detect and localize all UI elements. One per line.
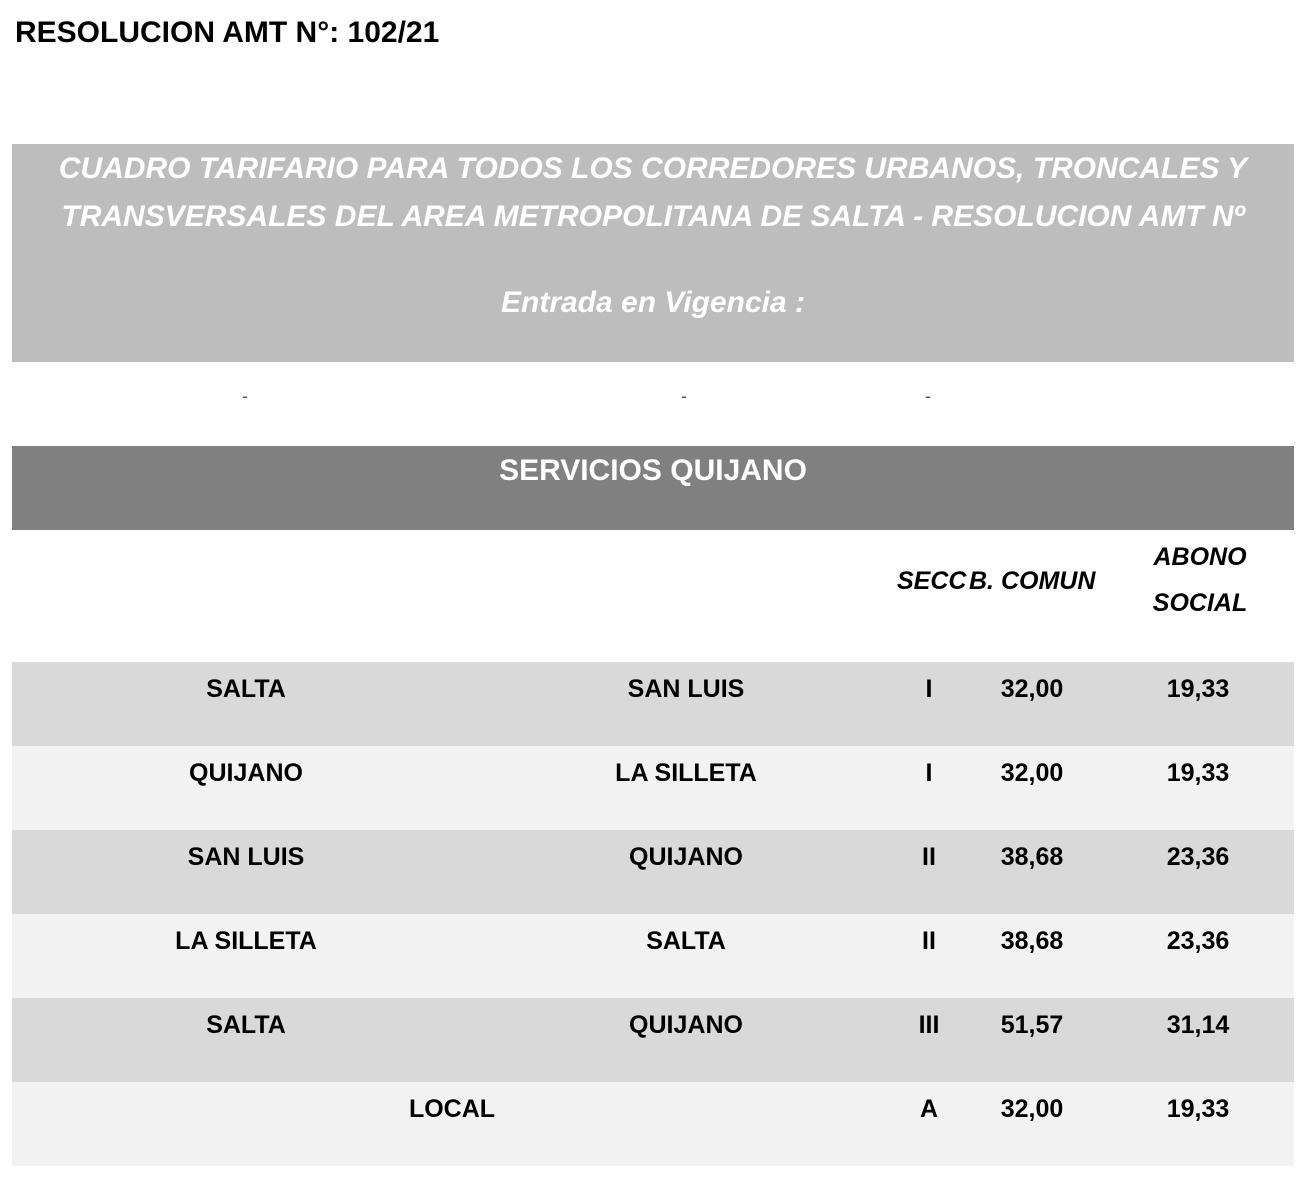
destination-cell: SALTA — [646, 927, 726, 955]
fare-table — [12, 662, 1294, 1166]
origin-cell: LA SILLETA — [175, 927, 317, 955]
table-row — [12, 830, 1294, 914]
column-header-comun: B. COMUN — [969, 567, 1096, 595]
banner-title-line-2: TRANSVERSALES DEL AREA METROPOLITANA DE SALTA - RESOLUCION AMT Nº — [61, 200, 1245, 233]
destination-cell: QUIJANO — [629, 843, 743, 871]
page-title: RESOLUCION AMT N°: 102/21 — [15, 16, 440, 49]
origin-cell: SAN LUIS — [187, 843, 305, 871]
abono-fare-cell: 23,36 — [1166, 843, 1230, 871]
table-row — [12, 914, 1294, 998]
section-cell: II — [922, 927, 936, 955]
separator-dash: - — [242, 386, 248, 406]
comun-fare-cell: 38,68 — [1000, 843, 1064, 871]
column-header-secc: SECC — [897, 567, 967, 595]
abono-fare-cell: 23,36 — [1166, 927, 1230, 955]
section-header: SERVICIOS QUIJANO — [12, 446, 1294, 530]
destination-cell: QUIJANO — [629, 1011, 743, 1039]
abono-fare-cell: 19,33 — [1166, 1095, 1230, 1123]
section-cell: I — [925, 759, 933, 787]
section-cell: A — [919, 1095, 939, 1123]
comun-fare-cell: 32,00 — [1000, 675, 1064, 703]
table-row — [12, 998, 1294, 1082]
column-header-abono-line2: SOCIAL — [1152, 589, 1248, 617]
table-row — [12, 662, 1294, 746]
abono-fare-cell: 19,33 — [1166, 759, 1230, 787]
origin-cell: QUIJANO — [189, 759, 303, 787]
column-header-abono-line1: ABONO — [1153, 543, 1247, 571]
effective-date-label: Entrada en Vigencia : — [501, 286, 805, 319]
comun-fare-cell: 32,00 — [1000, 759, 1064, 787]
table-row-local — [12, 1082, 1294, 1166]
tariff-banner — [12, 144, 1294, 362]
comun-fare-cell: 51,57 — [1000, 1011, 1064, 1039]
destination-cell: SAN LUIS — [627, 675, 745, 703]
separator-dash: - — [925, 386, 931, 406]
destination-cell: LA SILLETA — [615, 759, 757, 787]
section-cell: I — [925, 675, 933, 703]
separator-dash: - — [681, 386, 687, 406]
abono-fare-cell: 19,33 — [1166, 675, 1230, 703]
section-cell: II — [922, 843, 936, 871]
table-row — [12, 746, 1294, 830]
abono-fare-cell: 31,14 — [1166, 1011, 1230, 1039]
column-header-abono — [1130, 534, 1270, 626]
comun-fare-cell: 32,00 — [1000, 1095, 1064, 1123]
origin-cell: SALTA — [206, 675, 286, 703]
section-cell: III — [918, 1011, 940, 1039]
banner-title-line-1: CUADRO TARIFARIO PARA TODOS LOS CORREDORES URBANOS, TRONCALES Y — [58, 152, 1248, 185]
comun-fare-cell: 38,68 — [1000, 927, 1064, 955]
origin-cell: SALTA — [206, 1011, 286, 1039]
local-label-cell: LOCAL — [408, 1095, 496, 1123]
